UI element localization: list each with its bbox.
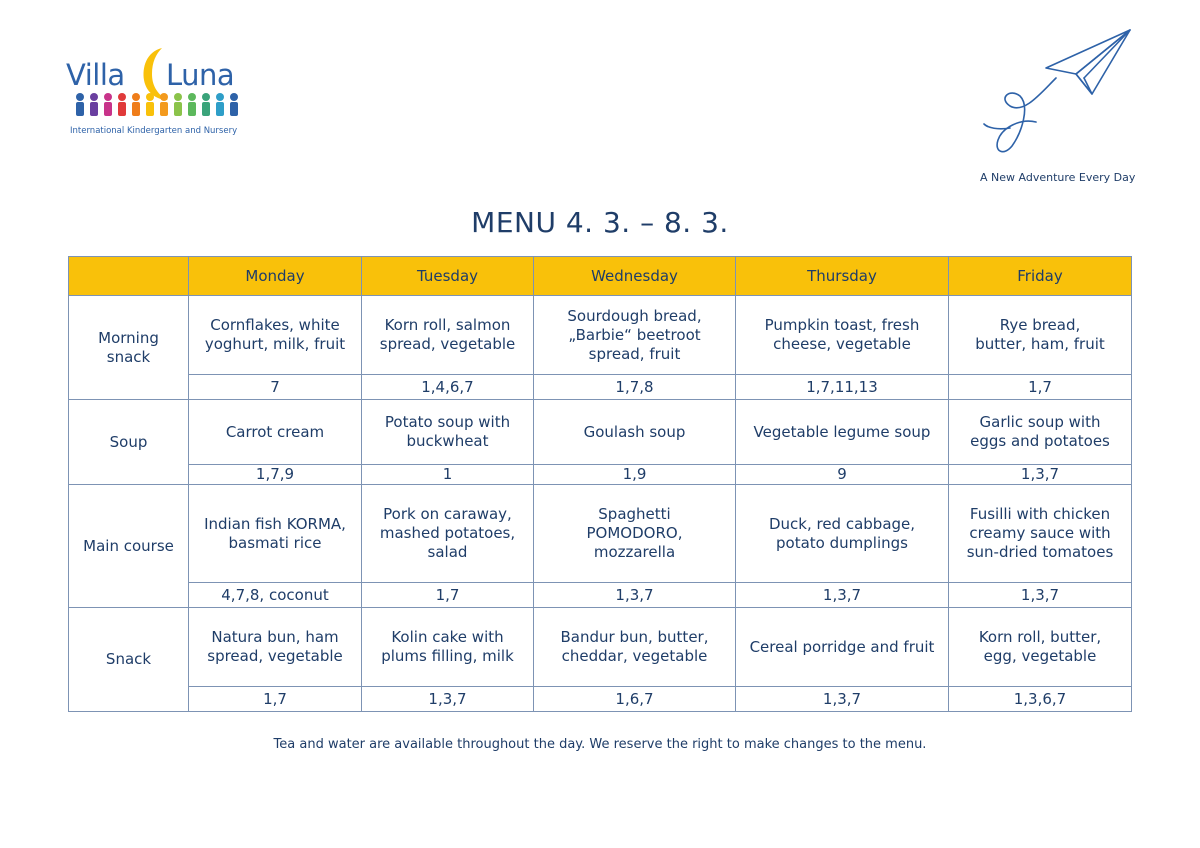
dish-cell: Duck, red cabbage, potato dumplings [736,485,949,583]
day-header: Wednesday [534,257,736,296]
menu-table [68,256,1132,712]
day-header: Friday [949,257,1132,296]
dish-cell: Korn roll, butter, egg, vegetable [949,608,1132,687]
allergen-cell: 1,3,7 [362,687,534,712]
tagline: A New Adventure Every Day [980,171,1136,184]
category-label: Snack [69,608,189,712]
dish-cell: Spaghetti POMODORO, mozzarella [534,485,736,583]
allergen-cell: 1,4,6,7 [362,375,534,400]
dish-cell: Cereal porridge and fruit [736,608,949,687]
category-label: Morning snack [69,296,189,400]
dish-cell: Goulash soup [534,400,736,465]
allergen-cell: 1,3,7 [736,583,949,608]
allergen-row [69,583,1132,608]
day-header: Monday [189,257,362,296]
dish-row [69,485,1132,583]
allergen-cell: 1,3,6,7 [949,687,1132,712]
allergen-cell: 1,7,8 [534,375,736,400]
dish-cell: Fusilli with chicken creamy sauce with sun-dried tomatoes [949,485,1132,583]
dish-cell: Sourdough bread, „Barbie“ beetroot spread, fruit [534,296,736,375]
logo-word-villa: Villa [66,58,125,92]
category-label: Soup [69,400,189,485]
category-label: Main course [69,485,189,608]
dish-cell: Potato soup with buckwheat [362,400,534,465]
header-empty [69,257,189,296]
allergen-cell: 1,7 [362,583,534,608]
dish-cell: Korn roll, salmon spread, vegetable [362,296,534,375]
allergen-cell: 4,7,8, coconut [189,583,362,608]
allergen-cell: 7 [189,375,362,400]
allergen-row [69,687,1132,712]
dish-cell: Kolin cake with plums filling, milk [362,608,534,687]
dish-row [69,296,1132,375]
allergen-cell: 1,7 [189,687,362,712]
dish-row [69,400,1132,465]
paper-plane-icon [980,28,1140,160]
allergen-cell: 1,7 [949,375,1132,400]
day-header: Tuesday [362,257,534,296]
villa-luna-logo [66,44,246,140]
dish-cell: Carrot cream [189,400,362,465]
dish-cell: Cornflakes, white yoghurt, milk, fruit [189,296,362,375]
allergen-cell: 1,7,11,13 [736,375,949,400]
allergen-cell: 1,9 [534,465,736,485]
dish-cell: Vegetable legume soup [736,400,949,465]
allergen-cell: 1,3,7 [534,583,736,608]
allergen-row [69,465,1132,485]
dish-cell: Indian fish KORMA, basmati rice [189,485,362,583]
dish-cell: Bandur bun, butter, cheddar, vegetable [534,608,736,687]
header-row [69,257,1132,296]
dish-cell: Pork on caraway, mashed potatoes, salad [362,485,534,583]
menu-title: MENU 4. 3. – 8. 3. [471,206,729,239]
allergen-cell: 9 [736,465,949,485]
allergen-cell: 1,3,7 [949,583,1132,608]
allergen-cell: 1 [362,465,534,485]
allergen-cell: 1,7,9 [189,465,362,485]
dish-cell: Pumpkin toast, fresh cheese, vegetable [736,296,949,375]
footer-note: Tea and water are available throughout the day. We reserve the right to make changes to the menu. [273,737,927,752]
allergen-cell: 1,6,7 [534,687,736,712]
allergen-cell: 1,3,7 [736,687,949,712]
dish-cell: Garlic soup with eggs and potatoes [949,400,1132,465]
allergen-row [69,375,1132,400]
allergen-cell: 1,3,7 [949,465,1132,485]
dish-cell: Natura bun, ham spread, vegetable [189,608,362,687]
day-header: Thursday [736,257,949,296]
logo-word-luna: Luna [166,58,235,92]
dish-row [69,608,1132,687]
dish-cell: Rye bread, butter, ham, fruit [949,296,1132,375]
children-icon [72,92,242,118]
logo-subtitle: International Kindergarten and Nursery [70,126,238,136]
